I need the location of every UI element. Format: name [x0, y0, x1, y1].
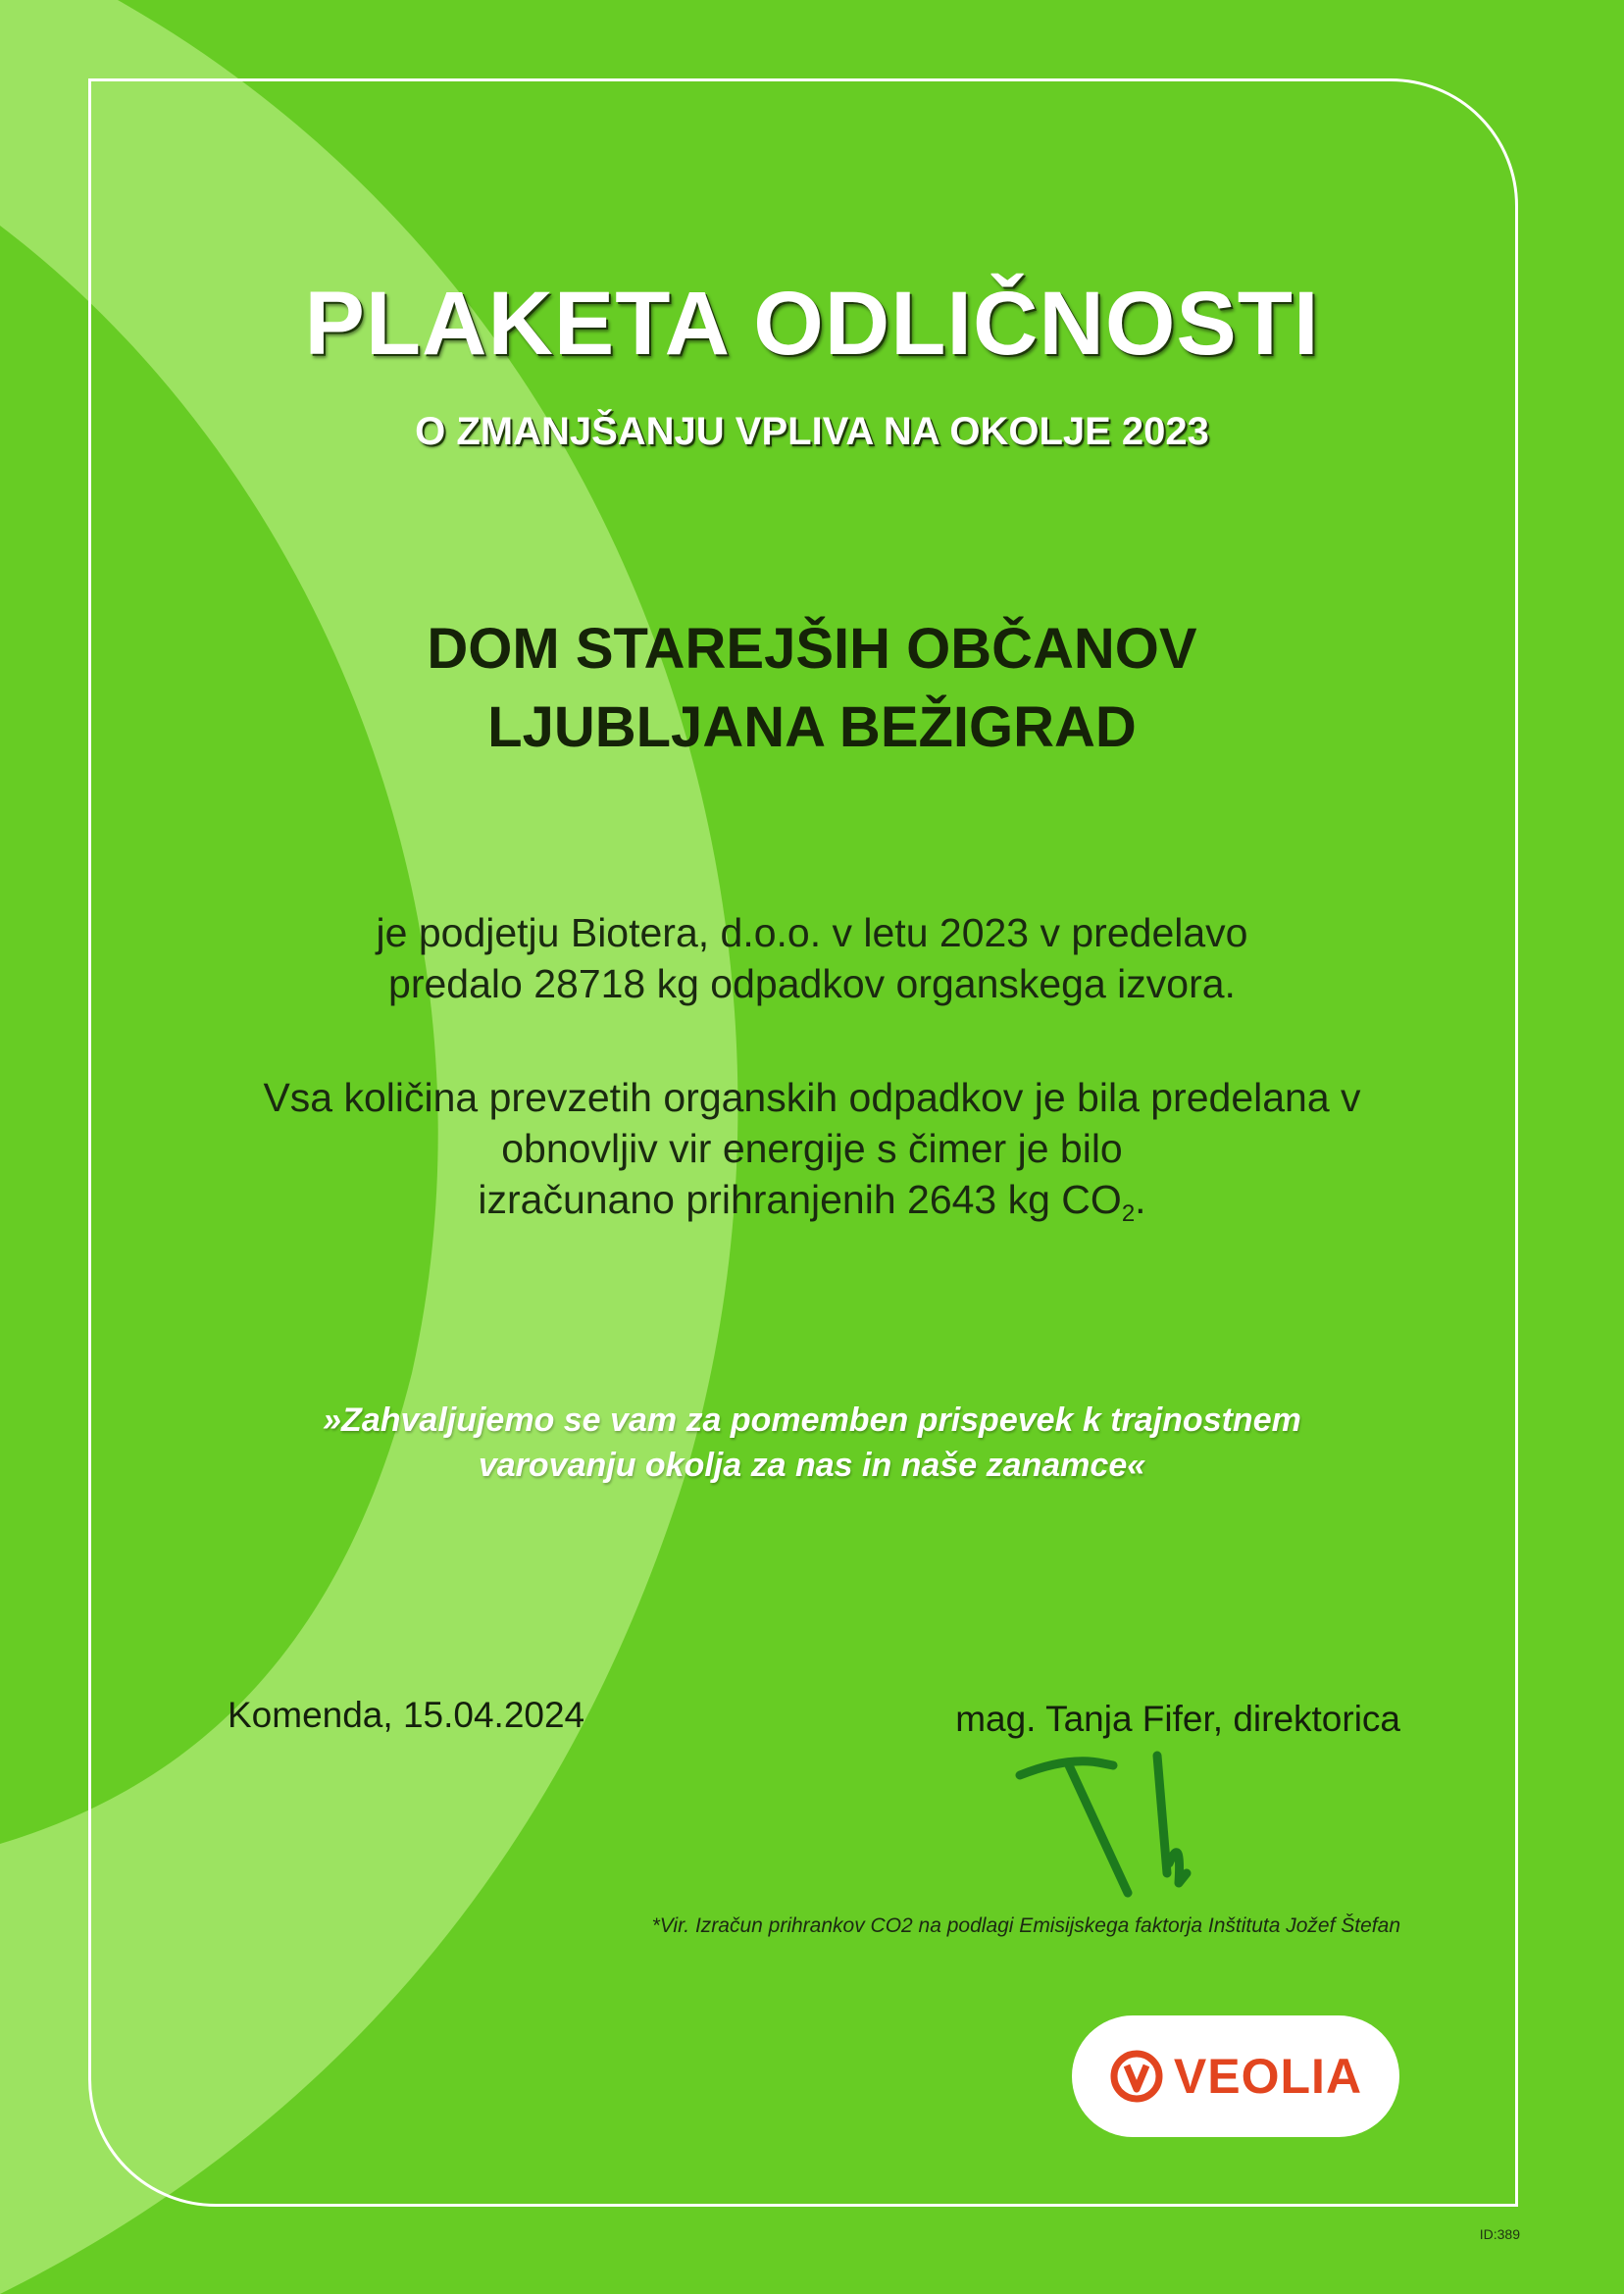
veolia-logo-icon — [1109, 2046, 1164, 2107]
certificate-title: PLAKETA ODLIČNOSTI — [304, 274, 1320, 374]
source-footnote: *Vir. Izračun prihrankov CO2 na podlagi Emisijskega faktorja Inštituta Jožef Štefan — [651, 1914, 1400, 1937]
statement-p1-line-2: predalo 28718 kg odpadkov organskega izvora. — [388, 961, 1236, 1006]
statement-p2-line-3 — [0, 1174, 1624, 1240]
veolia-logo — [1072, 2015, 1399, 2137]
co2-subscript: 2 — [1121, 1200, 1136, 1227]
certificate-subtitle: O ZMANJŠANJU VPLIVA NA OKOLJE 2023 — [415, 410, 1209, 453]
veolia-logo-text: VEOLIA — [1173, 2049, 1363, 2104]
statement-paragraph-1 — [0, 907, 1624, 1009]
statement-p2-line-1: Vsa količina prevzetih organskih odpadkov je bila predelana v — [263, 1075, 1361, 1120]
document-id: ID:389 — [1479, 2226, 1520, 2242]
place-and-date: Komenda, 15.04.2024 — [228, 1695, 585, 1735]
co2-savings-text: izračunano prihranjenih 2643 kg CO — [478, 1177, 1122, 1222]
quote-line-1: »Zahvaljujemo se vam za pomemben prispevek k trajnostnem — [323, 1402, 1301, 1439]
signatory-name: mag. Tanja Fifer, direktorica — [955, 1699, 1400, 1739]
handwritten-signature — [1010, 1736, 1226, 1912]
recipient-line-2: LJUBLJANA BEŽIGRAD — [487, 695, 1137, 759]
quote-line-2: varovanju okolja za nas in naše zanamce« — [478, 1447, 1146, 1484]
co2-period: . — [1135, 1177, 1146, 1222]
statement-paragraph-2 — [0, 1072, 1624, 1240]
recipient-line-1: DOM STAREJŠIH OBČANOV — [427, 617, 1197, 681]
thank-you-quote — [0, 1398, 1624, 1488]
statement-p1-line-1: je podjetju Biotera, d.o.o. v letu 2023 v predelavo — [376, 910, 1248, 955]
statement-p2-line-2: obnovljiv vir energije s čimer je bilo — [501, 1126, 1123, 1171]
